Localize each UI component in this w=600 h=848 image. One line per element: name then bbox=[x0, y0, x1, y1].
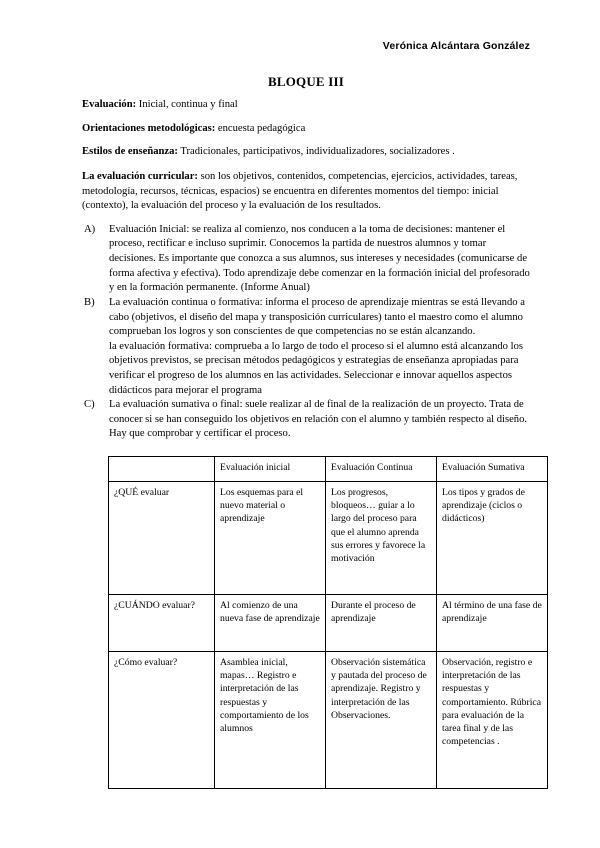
list-item bbox=[82, 296, 530, 398]
author-name: Verónica Alcántara González bbox=[382, 40, 530, 52]
list-item bbox=[82, 398, 530, 442]
table-cell: Observación sistemática y pautada del proceso de aprendizaje. Registro y interpretación de las Observaciones. bbox=[326, 651, 437, 788]
definition-text: Tradicionales, participativos, individualizadores, socializadores . bbox=[177, 146, 455, 158]
definition-text: son los objetivos, contenidos, competencias, ejercicios, actividades, tareas, metodología, recursos, técnicas, espacios) se encuentra en diferentes momentos del tiempo: inicial (contexto), la evaluación del proceso y la evaluación de los resultados. bbox=[82, 171, 518, 212]
definition-evaluacion bbox=[82, 98, 530, 113]
evaluation-comparison-table bbox=[108, 456, 548, 789]
table-header-evaluacion-sumativa: Evaluación Sumativa bbox=[437, 456, 548, 481]
definition-label: Evaluación: bbox=[82, 99, 137, 111]
table-row-label: ¿QUÉ evaluar bbox=[109, 481, 215, 594]
table-corner-cell bbox=[109, 456, 215, 481]
table-row bbox=[109, 481, 548, 594]
list-marker: C) bbox=[84, 399, 95, 411]
list-item bbox=[82, 223, 530, 296]
table-header-evaluacion-continua: Evaluación Continua bbox=[326, 456, 437, 481]
definition-orientaciones bbox=[82, 122, 530, 137]
table-row bbox=[109, 594, 548, 651]
definition-estilos bbox=[82, 145, 530, 160]
evaluation-types-list bbox=[82, 223, 530, 442]
table-cell: Asamblea inicial, mapas… Registro e interpretación de las respuestas y comportamiento de los alumnos bbox=[215, 651, 326, 788]
table-row bbox=[109, 651, 548, 788]
table-cell: Los tipos y grados de aprendizaje (ciclos o didácticos) bbox=[437, 481, 548, 594]
list-marker: B) bbox=[84, 296, 95, 308]
table-row-label: ¿Cómo evaluar? bbox=[109, 651, 215, 788]
table-header-row bbox=[109, 456, 548, 481]
definition-label: La evaluación curricular: bbox=[82, 171, 198, 183]
table-cell: Durante el proceso de aprendizaje bbox=[326, 594, 437, 651]
definition-text: Inicial, continua y final bbox=[136, 99, 238, 111]
table-header-evaluacion-inicial: Evaluación inicial bbox=[215, 456, 326, 481]
table-cell: Los esquemas para el nuevo material o aprendizaje bbox=[215, 481, 326, 594]
list-item-text: Evaluación Inicial: se realiza al comienzo, nos conducen a la toma de decisiones: mantener el proceso, rectificar e incluso suprimir. Conocemos la partida de nuestros alumnos y tomar decisiones. Es importante que conozca a sus alumnos, sus intereses y necesidades (comunicarse de forma afectiva y efectiva). Todo aprendizaje debe comenzar en la formación inicial del profesorado y en la formación permanente. (Informe Anual) bbox=[109, 223, 530, 294]
table-row-label: ¿CUÁNDO evaluar? bbox=[109, 594, 215, 651]
definition-text: encuesta pedagógica bbox=[215, 122, 306, 134]
list-item-text: La evaluación continua o formativa: informa el proceso de aprendizaje mientras se está llevando a cabo (objetivos, el diseño del mapa y transposición curriculares) tanto el maestro como el alumno comprueban los logros y son conscientes de que competencias no se están alcanzando. bbox=[109, 296, 525, 338]
table-cell: Observación, registro e interpretación de las respuestas y comportamiento. Rúbrica para evaluación de la tarea final y de las competencias . bbox=[437, 651, 548, 788]
list-item-text: La evaluación sumativa o final: suele realizar al de final de la realización de un proyecto. Trata de conocer si se han conseguido los objetivos en relación con el alumno y también respecto al diseño. Hay que comprobar y certificar el proceso. bbox=[109, 399, 528, 440]
table-cell: Al término de una fase de aprendizaje bbox=[437, 594, 548, 651]
definition-evaluacion-curricular bbox=[82, 170, 530, 214]
definition-label: Estilos de enseñanza: bbox=[82, 146, 178, 158]
list-item-subtext: la evaluación formativa: comprueba a lo largo de todo el proceso si el alumno está alcanzando los objetivos previstos, se precisan métodos pedagógicos y estrategias de enseñanza apropiadas para verificar el progreso de los alumnos en las actividades. Seleccionar e innovar aquellos aspectos didácticos para mejorar el programa bbox=[109, 340, 523, 396]
page-title: BLOQUE III bbox=[267, 73, 345, 89]
evaluation-table-container bbox=[82, 456, 542, 789]
table-cell: Los progresos, bloqueos… guiar a lo largo del proceso para que el alumno aprenda sus errores y favorece la motivación bbox=[326, 481, 437, 594]
definition-label: Orientaciones metodológicas: bbox=[82, 122, 216, 134]
list-marker: A) bbox=[84, 223, 96, 235]
table-cell: Al comienzo de una nueva fase de aprendizaje bbox=[215, 594, 326, 651]
